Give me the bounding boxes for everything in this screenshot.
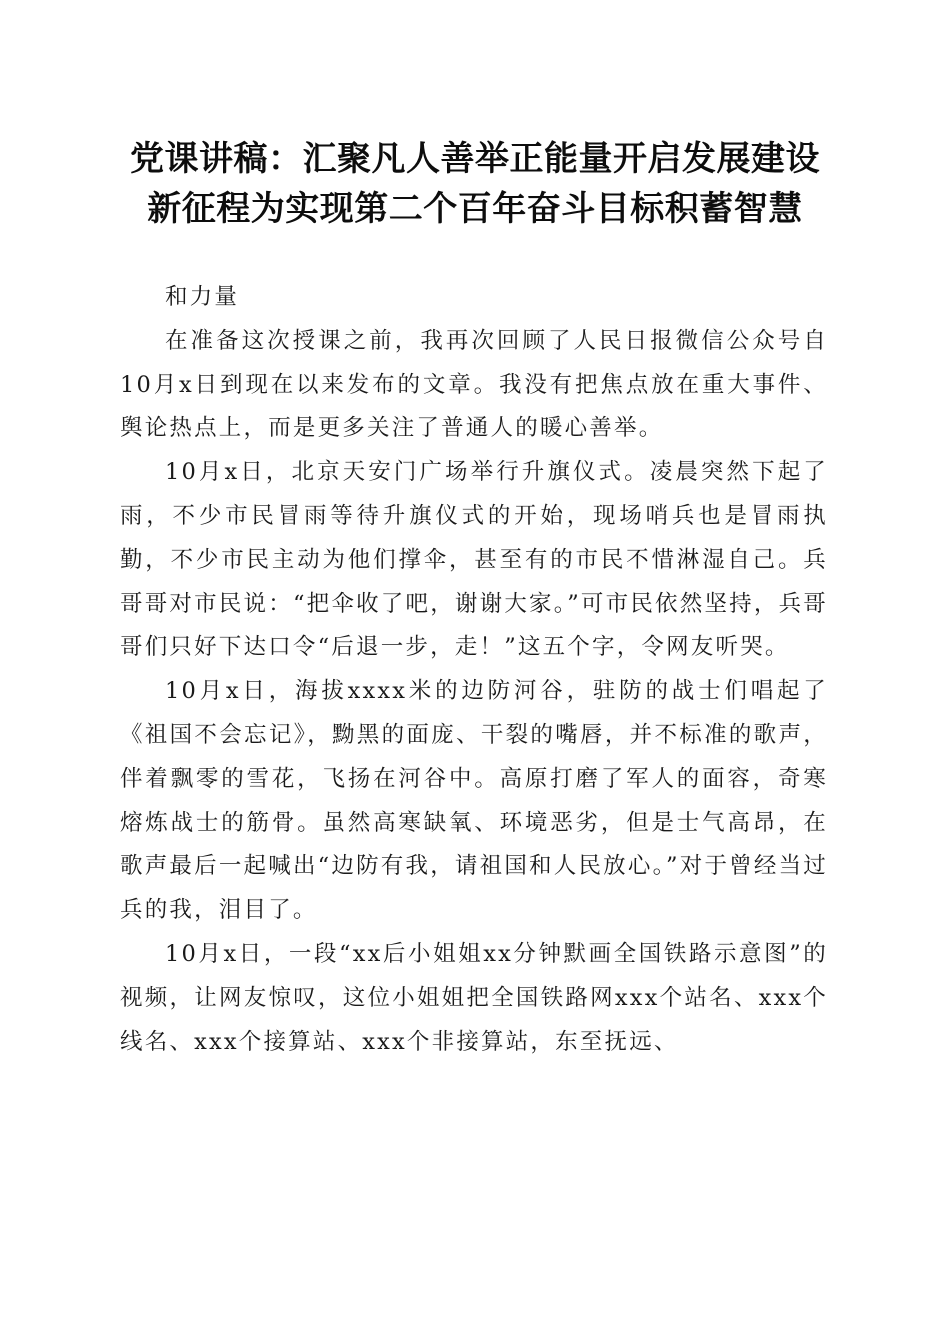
paragraph: 10月x日，北京天安门广场举行升旗仪式。凌晨突然下起了雨，不少市民冒雨等待升旗仪式的开始，现场哨兵也是冒雨执勤，不少市民主动为他们撑伞，甚至有的市民不惜淋湿自己。兵哥哥对市民说：“把伞收了吧，谢谢大家。”可市民依然坚持，兵哥哥们只好下达口令“后退一步，走！”这五个字，令网友听哭。 [120, 459, 828, 661]
paragraph: 在准备这次授课之前，我再次回顾了人民日报微信公众号自10月x日到现在以来发布的文章。我没有把焦点放在重大事件、舆论热点上，而是更多关注了普通人的暖心善举。 [120, 327, 828, 442]
title-line-2: 新征程为实现第二个百年奋斗目标积蓄智慧 [147, 189, 803, 229]
paragraph: 10月x日，一段“xx后小姐姐xx分钟默画全国铁路示意图”的视频，让网友惊叹，这位小姐姐把全国铁路网xxx个站名、xxx个线名、xxx个接算站、xxx个非接算站，东至抚远、 [120, 940, 828, 1055]
paragraph: 和力量 [165, 284, 240, 310]
title-line-1: 党课讲稿：汇聚凡人善举正能量开启发展建设 [130, 139, 820, 179]
paragraph: 10月x日，海拔xxxx米的边防河谷，驻防的战士们唱起了《祖国不会忘记》，黝黑的面庞、干裂的嘴唇，并不标准的歌声，伴着飘零的雪花，飞扬在河谷中。高原打磨了军人的面容，奇寒熔炼战士的筋骨。虽然高寒缺氧、环境恶劣，但是士气高昂，在歌声最后一起喊出“边防有我，请祖国和人民放心。”对于曾经当过兵的我，泪目了。 [120, 678, 828, 924]
document-body [120, 276, 828, 1064]
page-title [80, 134, 870, 234]
